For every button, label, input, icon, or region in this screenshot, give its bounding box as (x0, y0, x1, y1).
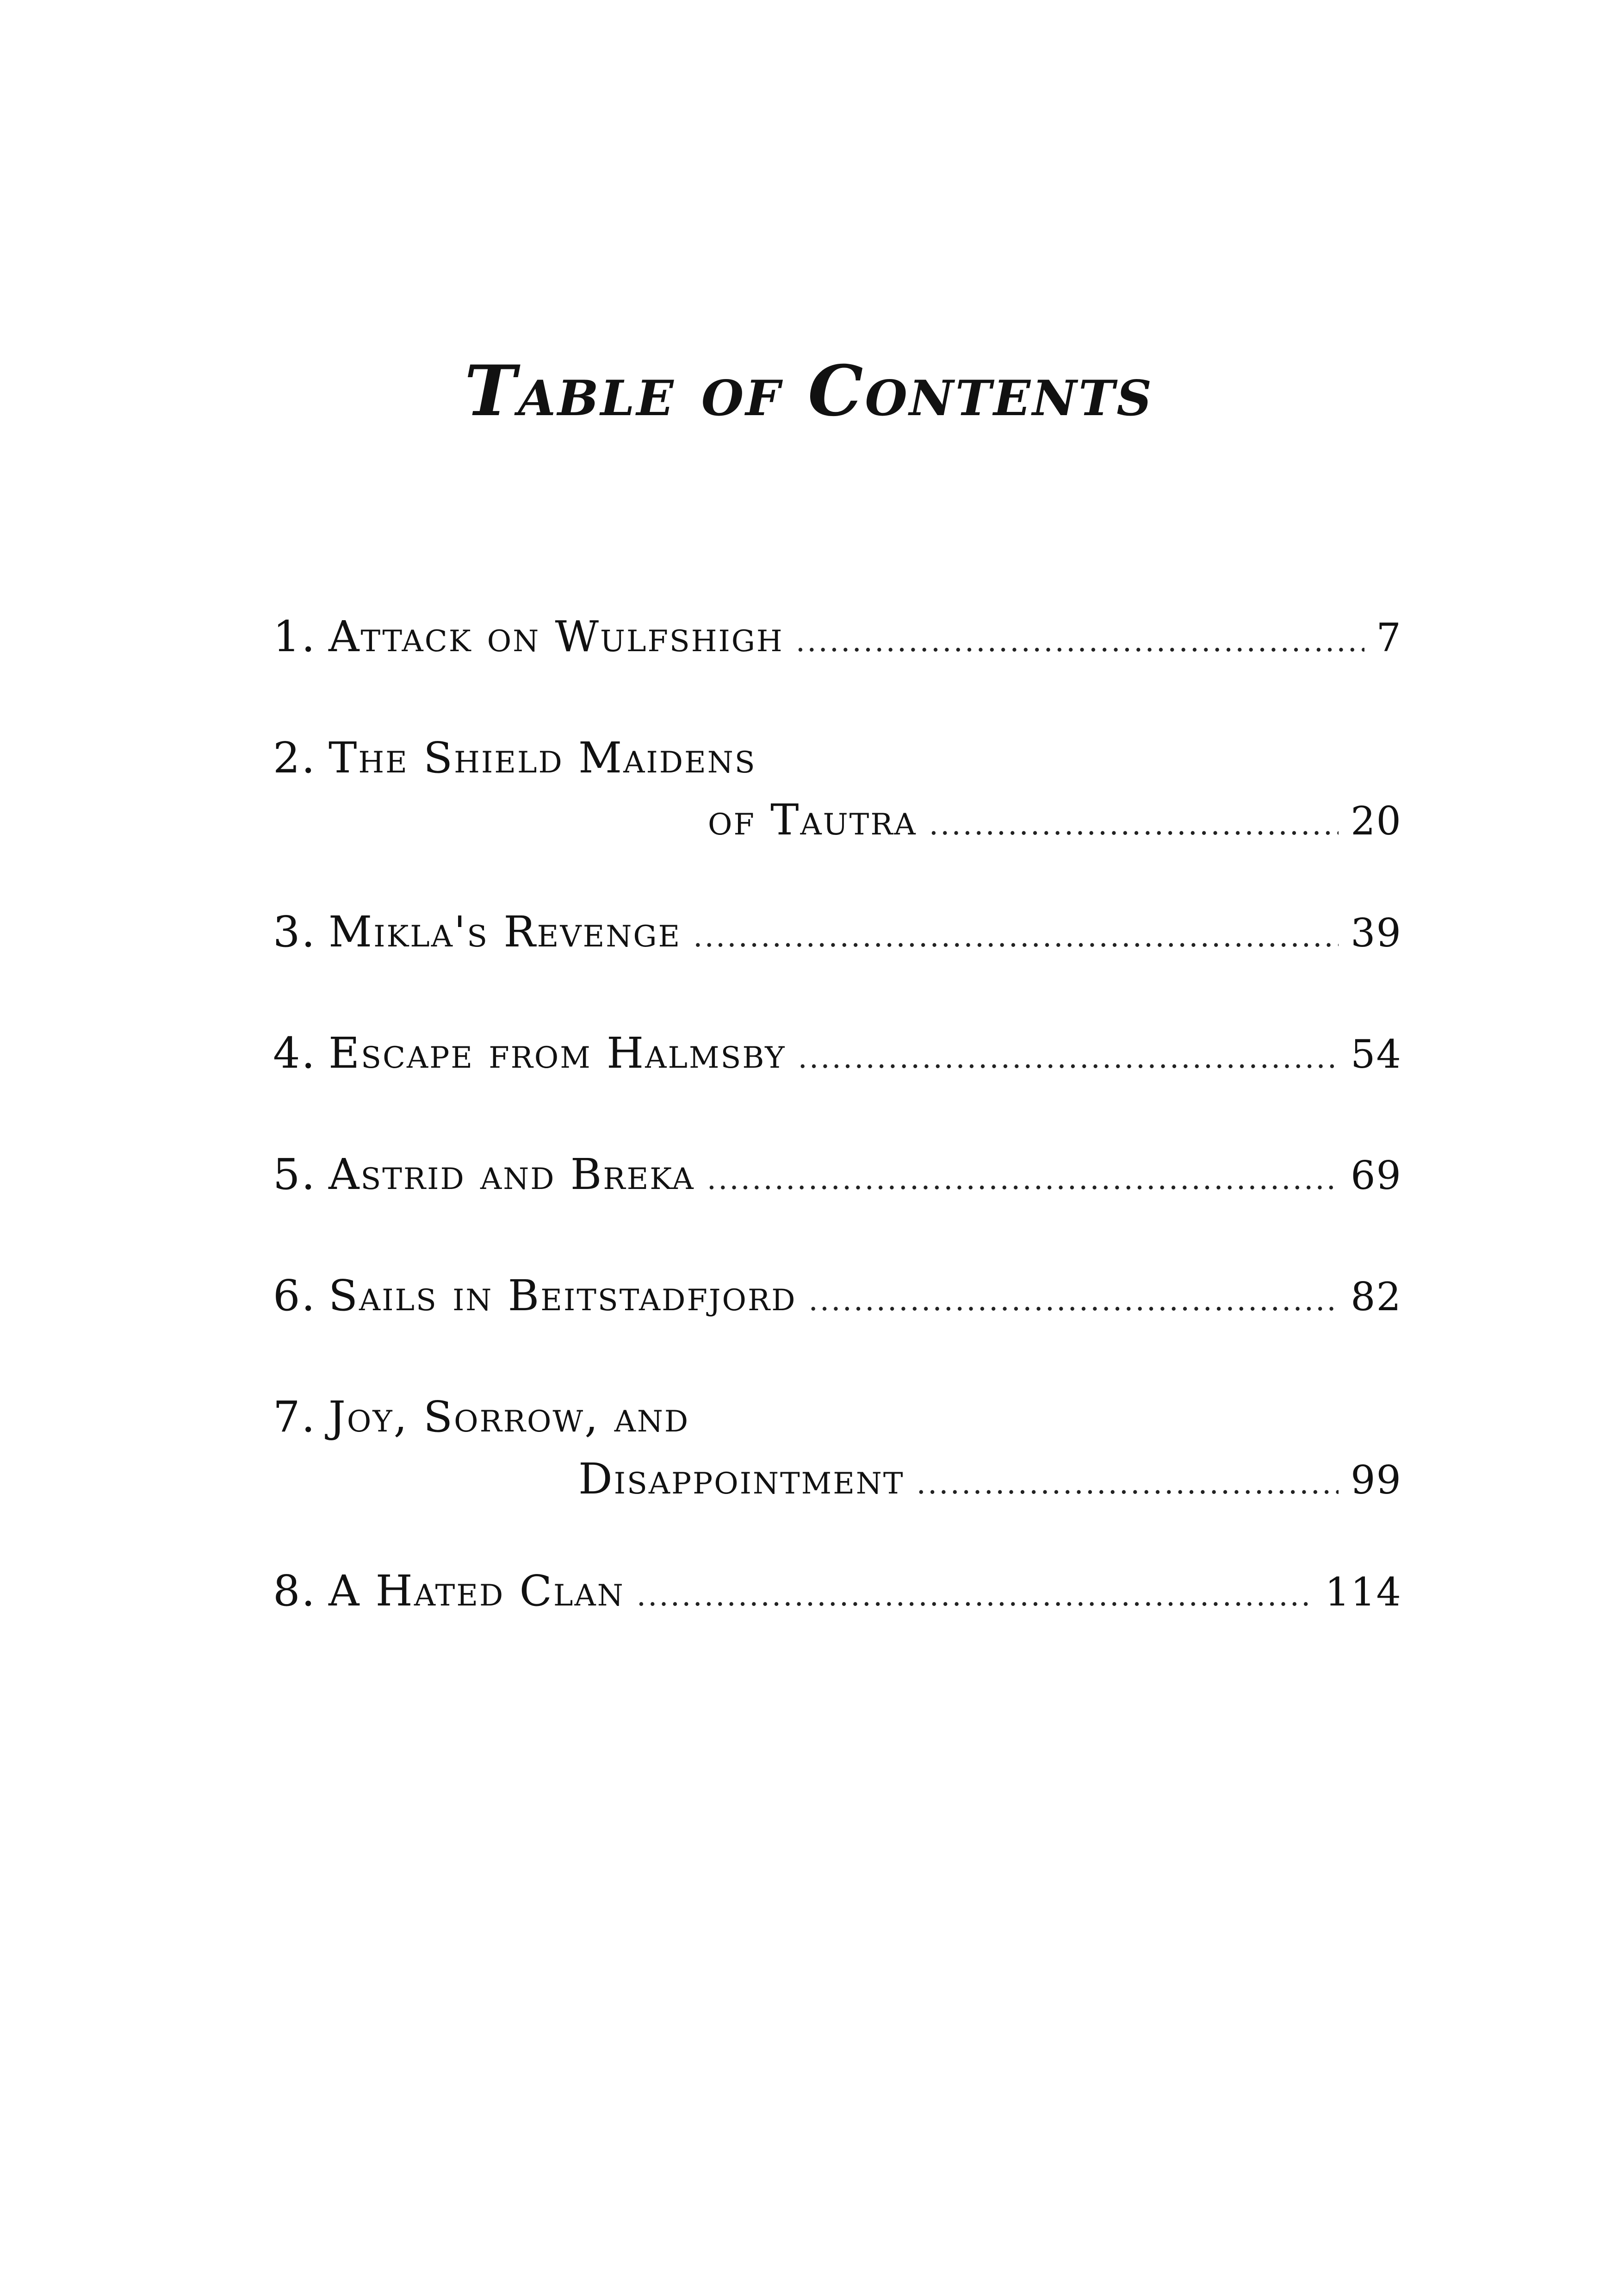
dot-leader (798, 1043, 1339, 1073)
entry-page-number: 114 (1325, 1569, 1402, 1615)
toc-entry-1 (273, 612, 1402, 661)
entry-page-number: 7 (1376, 615, 1402, 660)
entry-page-number: 69 (1351, 1153, 1402, 1198)
toc-entry-3 (273, 907, 1402, 957)
toc-entry-2 (273, 733, 1402, 845)
entry-title: The Shield Maidens (329, 733, 756, 783)
entry-title-continued: of Tautra (708, 795, 917, 845)
page-title: Table of Contents (464, 350, 1154, 432)
toc-entry-8 (273, 1566, 1402, 1616)
toc-entry-5 (273, 1150, 1402, 1199)
toc-list (273, 612, 1402, 1691)
entry-number: 2. (273, 733, 316, 783)
dot-leader (917, 1469, 1339, 1499)
dot-leader (929, 810, 1339, 840)
entry-title: Mikla's Revenge (329, 907, 682, 957)
entry-page-number: 54 (1351, 1032, 1402, 1077)
entry-title: A Hated Clan (329, 1566, 625, 1616)
entry-number: 7. (273, 1392, 316, 1442)
dot-leader (796, 627, 1364, 656)
dot-leader (809, 1286, 1339, 1315)
entry-number: 8. (273, 1566, 316, 1616)
entry-page-number: 99 (1351, 1457, 1402, 1503)
entry-number: 3. (273, 907, 316, 957)
entry-number: 4. (273, 1028, 316, 1078)
entry-number: 1. (273, 612, 316, 661)
entry-title-continued: Disappointment (578, 1454, 905, 1504)
entry-number: 6. (273, 1271, 316, 1320)
dot-leader (693, 922, 1339, 952)
entry-number: 5. (273, 1150, 316, 1199)
entry-page-number: 82 (1351, 1274, 1402, 1319)
entry-page-number: 20 (1351, 798, 1402, 844)
dot-leader (637, 1581, 1313, 1611)
entry-title: Joy, Sorrow, and (329, 1392, 690, 1442)
entry-title: Escape from Halmsby (329, 1028, 786, 1078)
toc-entry-6 (273, 1271, 1402, 1320)
dot-leader (707, 1164, 1339, 1194)
entry-title: Astrid and Breka (329, 1150, 695, 1199)
toc-entry-4 (273, 1028, 1402, 1078)
entry-title: Sails in Beitstadfjord (329, 1271, 797, 1320)
entry-title: Attack on Wulfshigh (329, 612, 784, 661)
toc-entry-7 (273, 1392, 1402, 1504)
entry-page-number: 39 (1351, 910, 1402, 956)
